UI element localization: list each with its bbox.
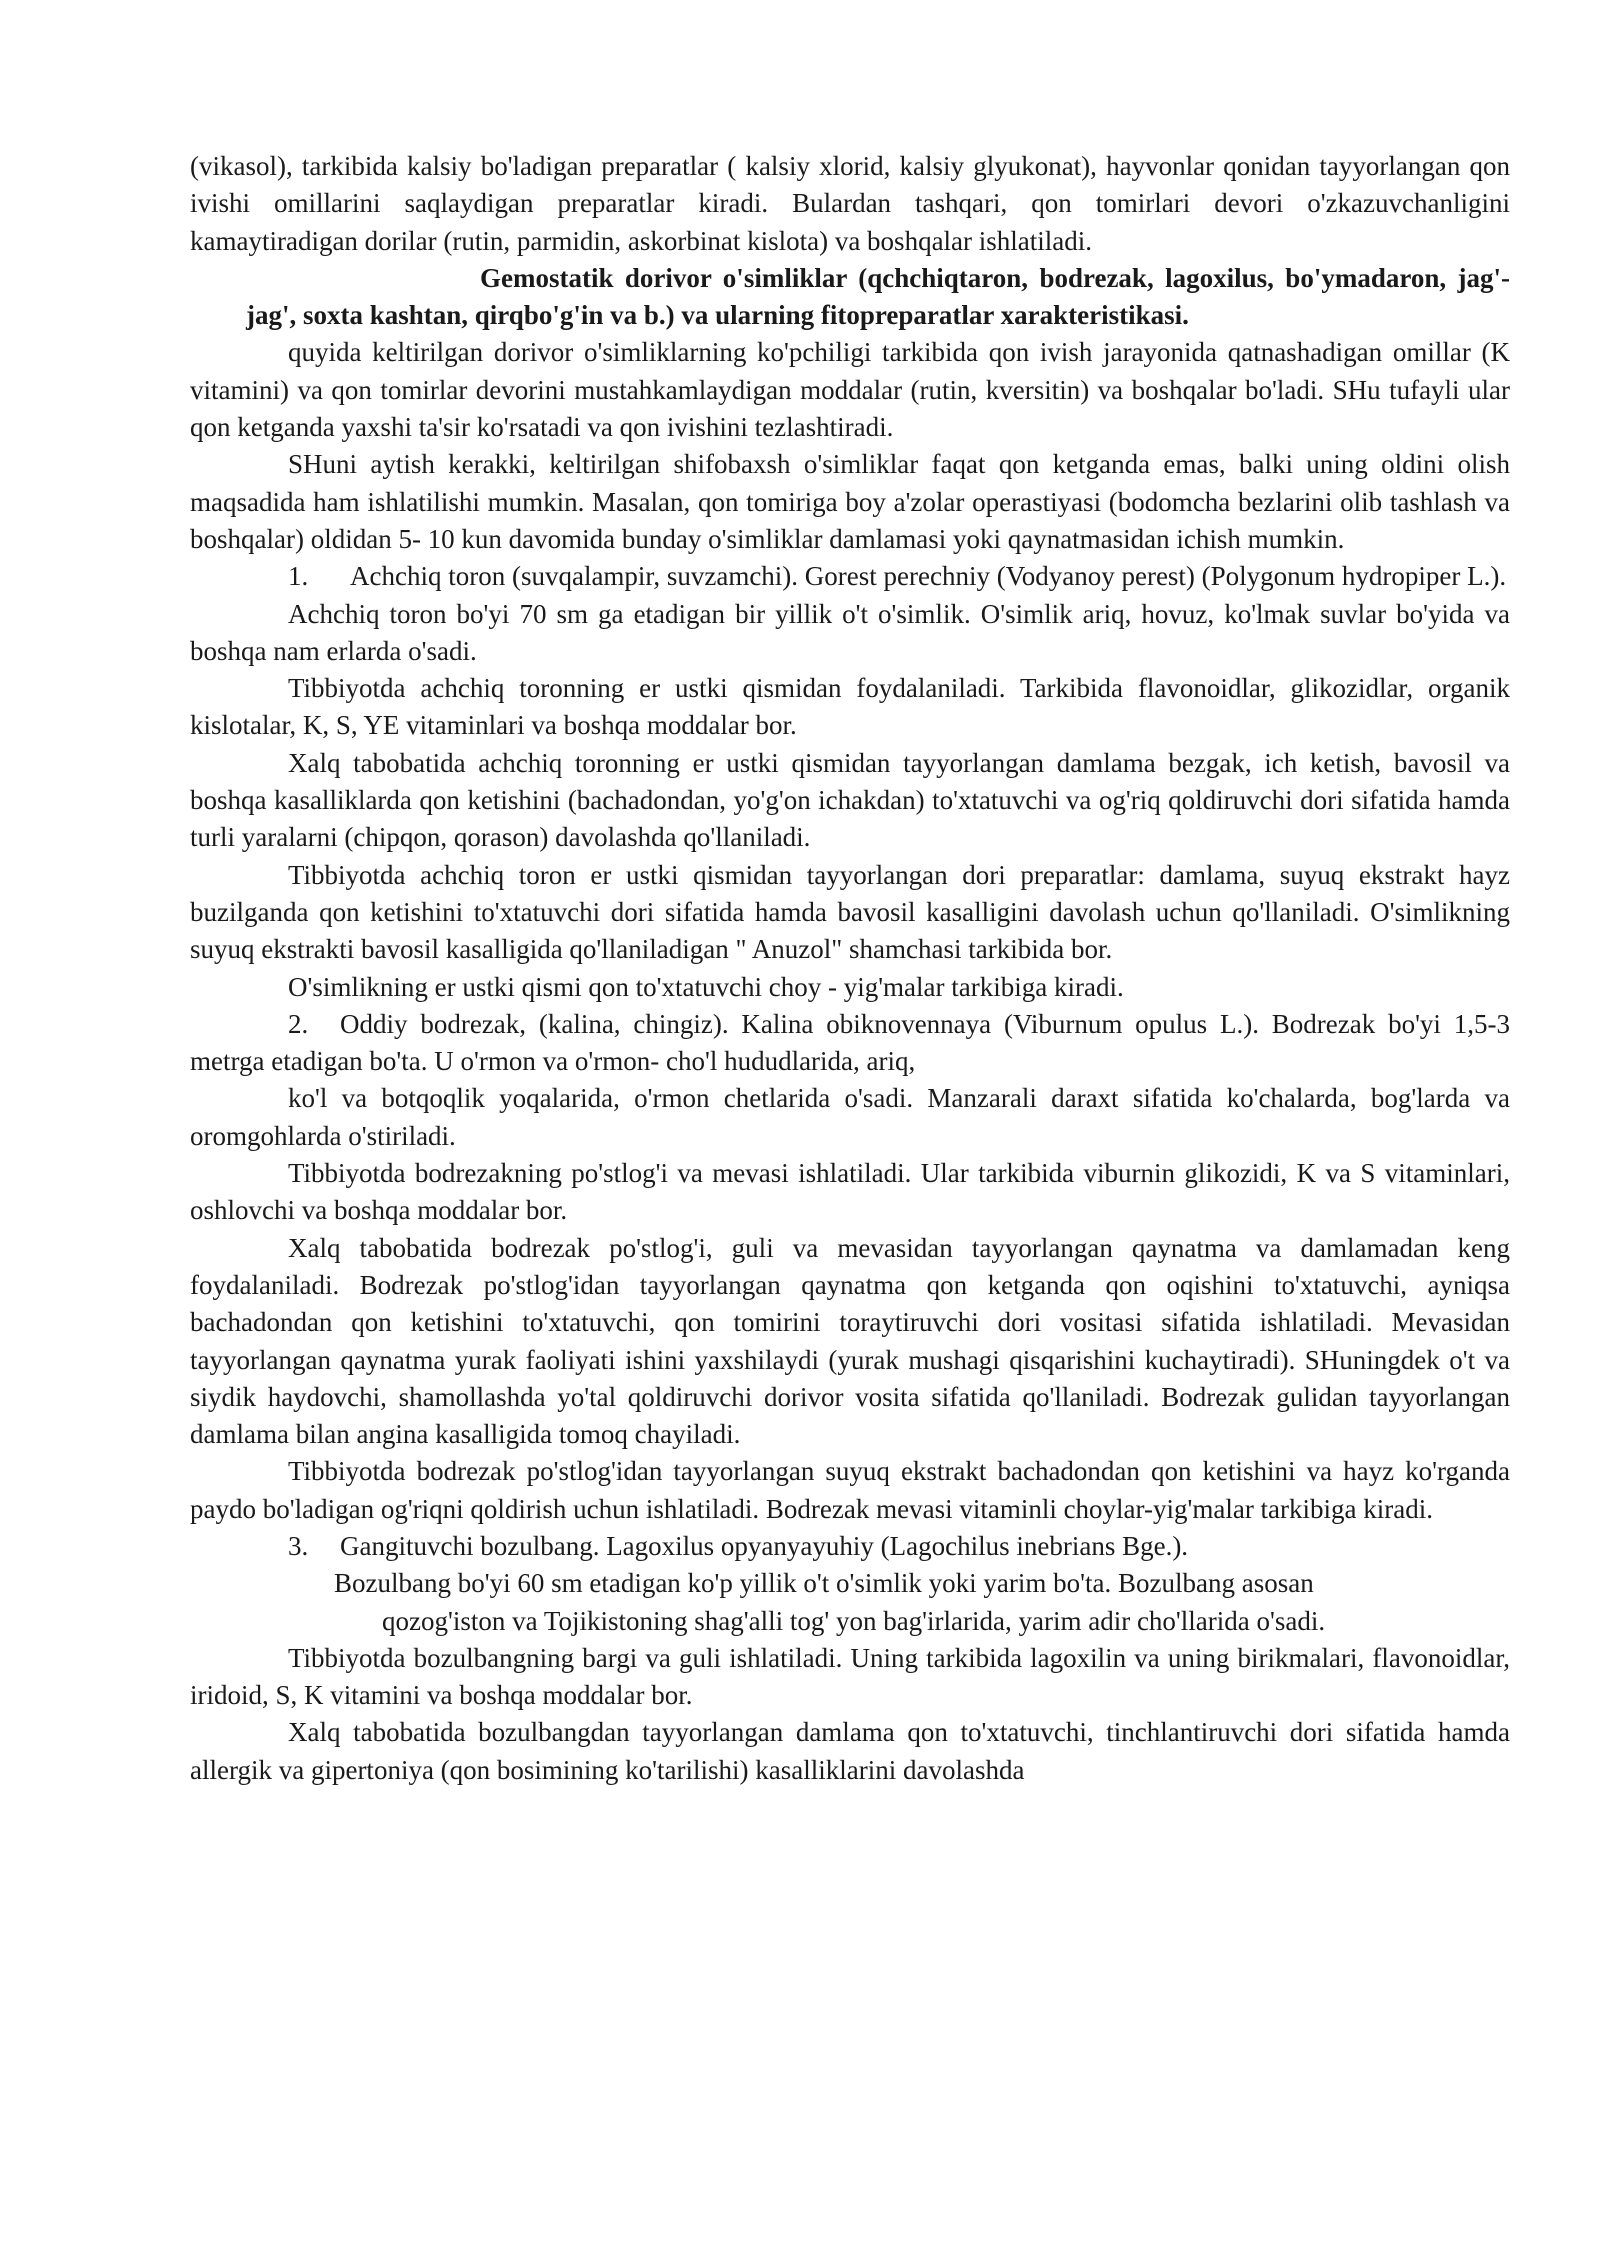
paragraph: (vikasol), tarkibida kalsiy bo'ladigan preparatlar ( kalsiy xlorid, kalsiy glyukonat), hayvonlar qonidan tayyorlangan qon ivishi omillarini saqlaydigan preparatlar kiradi. Bulardan tashqari, qon tomirlari devori o'zkazuvchanligini kamaytiradigan dorilar (rutin, parmidin, askorbinat kislota) va boshqalar ishlatiladi. [190, 151, 1510, 256]
paragraph: Tibbiyotda achchiq toron er ustki qismidan tayyorlangan dori preparatlar: damlama, suyuq ekstrakt hayz buzilganda qon ketishini to'xtatuvchi dori sifatida hamda bavosil kasalligini davolash uchun qo'llaniladi. O'simlikning suyuq ekstrakti bavosil kasalligida qo'llaniladigan " Anuzol" shamchasi tarkibida bor. [190, 859, 1510, 965]
paragraph: Xalq tabobatida achchiq toronning er ustki qismidan tayyorlangan damlama bezgak, ich ketish, bavosil va boshqa kasalliklarda qon ketishini (bachadondan, yo'g'on ichakdan) to'xtatuvchi va og'riq qoldiruvchi dori sifatida hamda turli yaralarni (chipqon, qorason) davolashda qo'llaniladi. [190, 747, 1510, 853]
item-text: Oddiy bodrezak, (kalina, chingiz). Kalina obiknovennaya (Viburnum opulus L.). Bodrezak bo'yi 1,5-3 metrga etadigan bo'ta. U o'rmon va o'rmon- cho'l hududlarida, ariq, [190, 1008, 1510, 1077]
numbered-item-1 [190, 558, 1510, 595]
item-text: Achchiq toron (suvqalampir, suvzamchi). Gorest perechniy (Vodyanoy perest) (Polygonum hydropiper L.). [350, 561, 1507, 592]
paragraph: O'simlikning er ustki qismi qon to'xtatuvchi choy - yig'malar tarkibiga kiradi. [288, 971, 1124, 1002]
paragraph: qozog'iston va Tojikistoning shag'alli tog' yon bag'irlarida, yarim adir cho'llarida o'sadi. [382, 1605, 1326, 1636]
paragraph: quyida keltirilgan dorivor o'simliklarning ko'pchiligi tarkibida qon ivish jarayonida qatnashadigan omillar (K vitamini) va qon tomirlar devorini mustahkamlaydigan moddalar (rutin, kversitin) va boshqalar bo'ladi. SHu tufayli ular qon ketganda yaxshi ta'sir ko'rsatadi va qon ivishini tezlashtiradi. [190, 337, 1510, 443]
numbered-item-2 [190, 1006, 1510, 1081]
paragraph: Achchiq toron bo'yi 70 sm ga etadigan bir yillik o't o'simlik. O'simlik ariq, hovuz, ko'lmak suvlar bo'yida va boshqa nam erlarda o'sadi. [190, 598, 1510, 666]
paragraph: SHuni aytish kerakki, keltirilgan shifobaxsh o'simliklar faqat qon ketganda emas, balki uning oldini olish maqsadida ham ishlatilishi mumkin. Masalan, qon tomiriga boy a'zolar operastiyasi (bodomcha bezlarini olib tashlash va boshqalar) oldidan 5- 10 kun davomida bunday o'simliklar damlamasi yoki qaynatmasidan ichish mumkin. [190, 449, 1510, 554]
section-heading: Gemostatik dorivor o'simliklar (qchchiqtaron, bodrezak, lagoxilus, bo'ymadaron, jag'-jag', soxta kashtan, qirqbo'g'in va b.) va ularning fitopreparatlar xarakteristikasi. [246, 262, 1510, 331]
document-page [190, 148, 1510, 1789]
paragraph: Bozulbang bo'yi 60 sm etadigan ko'p yillik o't o'simlik yoki yarim bo'ta. Bozulbang asosan [334, 1568, 1314, 1599]
item-number: 1. [288, 561, 309, 592]
paragraph: Xalq tabobatida bodrezak po'stlog'i, guli va mevasidan tayyorlangan qaynatma va damlamadan keng foydalaniladi. Bodrezak po'stlog'idan tayyorlangan qaynatma qon ketganda qon oqishini to'xtatuvchi, ayniqsa bachadondan qon ketishini to'xtatuvchi, qon tomirini toraytiruvchi dori vositasi sifatida ishlatiladi. Mevasidan tayyorlangan qaynatma yurak faoliyati ishini yaxshilaydi (yurak mushagi qisqarishini kuchaytiradi). SHuningdek o't va siydik haydovchi, shamollashda yo'tal qoldiruvchi dorivor vosita sifatida qo'llaniladi. Bodrezak gulidan tayyorlangan damlama bilan angina kasalligida tomoq chayiladi. [190, 1232, 1510, 1450]
paragraph: Tibbiyotda bozulbangning bargi va guli ishlatiladi. Uning tarkibida lagoxilin va uning birikmalari, flavonoidlar, iridoid, S, K vitamini va boshqa moddalar bor. [190, 1642, 1510, 1711]
item-number: 2. [288, 1008, 309, 1039]
item-text: Gangituvchi bozulbang. Lagoxilus opyanyayuhiy (Lagochilus inebrians Bge.). [340, 1530, 1189, 1561]
paragraph: ko'l va botqoqlik yoqalarida, o'rmon chetlarida o'sadi. Manzarali daraxt sifatida ko'chalarda, bog'larda va oromgohlarda o'stiriladi. [190, 1083, 1510, 1151]
numbered-item-3 [190, 1528, 1510, 1565]
item-number: 3. [288, 1530, 309, 1561]
paragraph: Xalq tabobatida bozulbangdan tayyorlangan damlama qon to'xtatuvchi, tinchlantiruvchi dori sifatida hamda allergik va gipertoniya (qon bosimining ko'tarilishi) kasalliklarini davolashda [190, 1717, 1510, 1785]
paragraph: Tibbiyotda bodrezakning po'stlog'i va mevasi ishlatiladi. Ular tarkibida viburnin glikozidi, K va S vitaminlari, oshlovchi va boshqa moddalar bor. [190, 1158, 1510, 1226]
paragraph: Tibbiyotda bodrezak po'stlog'idan tayyorlangan suyuq ekstrakt bachadondan qon ketishini va hayz ko'rganda paydo bo'ladigan og'riqni qoldirish uchun ishlatiladi. Bodrezak mevasi vitaminli choylar-yig'malar tarkibiga kiradi. [190, 1456, 1510, 1524]
paragraph: Tibbiyotda achchiq toronning er ustki qismidan foydalaniladi. Tarkibida flavonoidlar, glikozidlar, organik kislotalar, K, S, YE vitaminlari va boshqa moddalar bor. [190, 673, 1510, 741]
